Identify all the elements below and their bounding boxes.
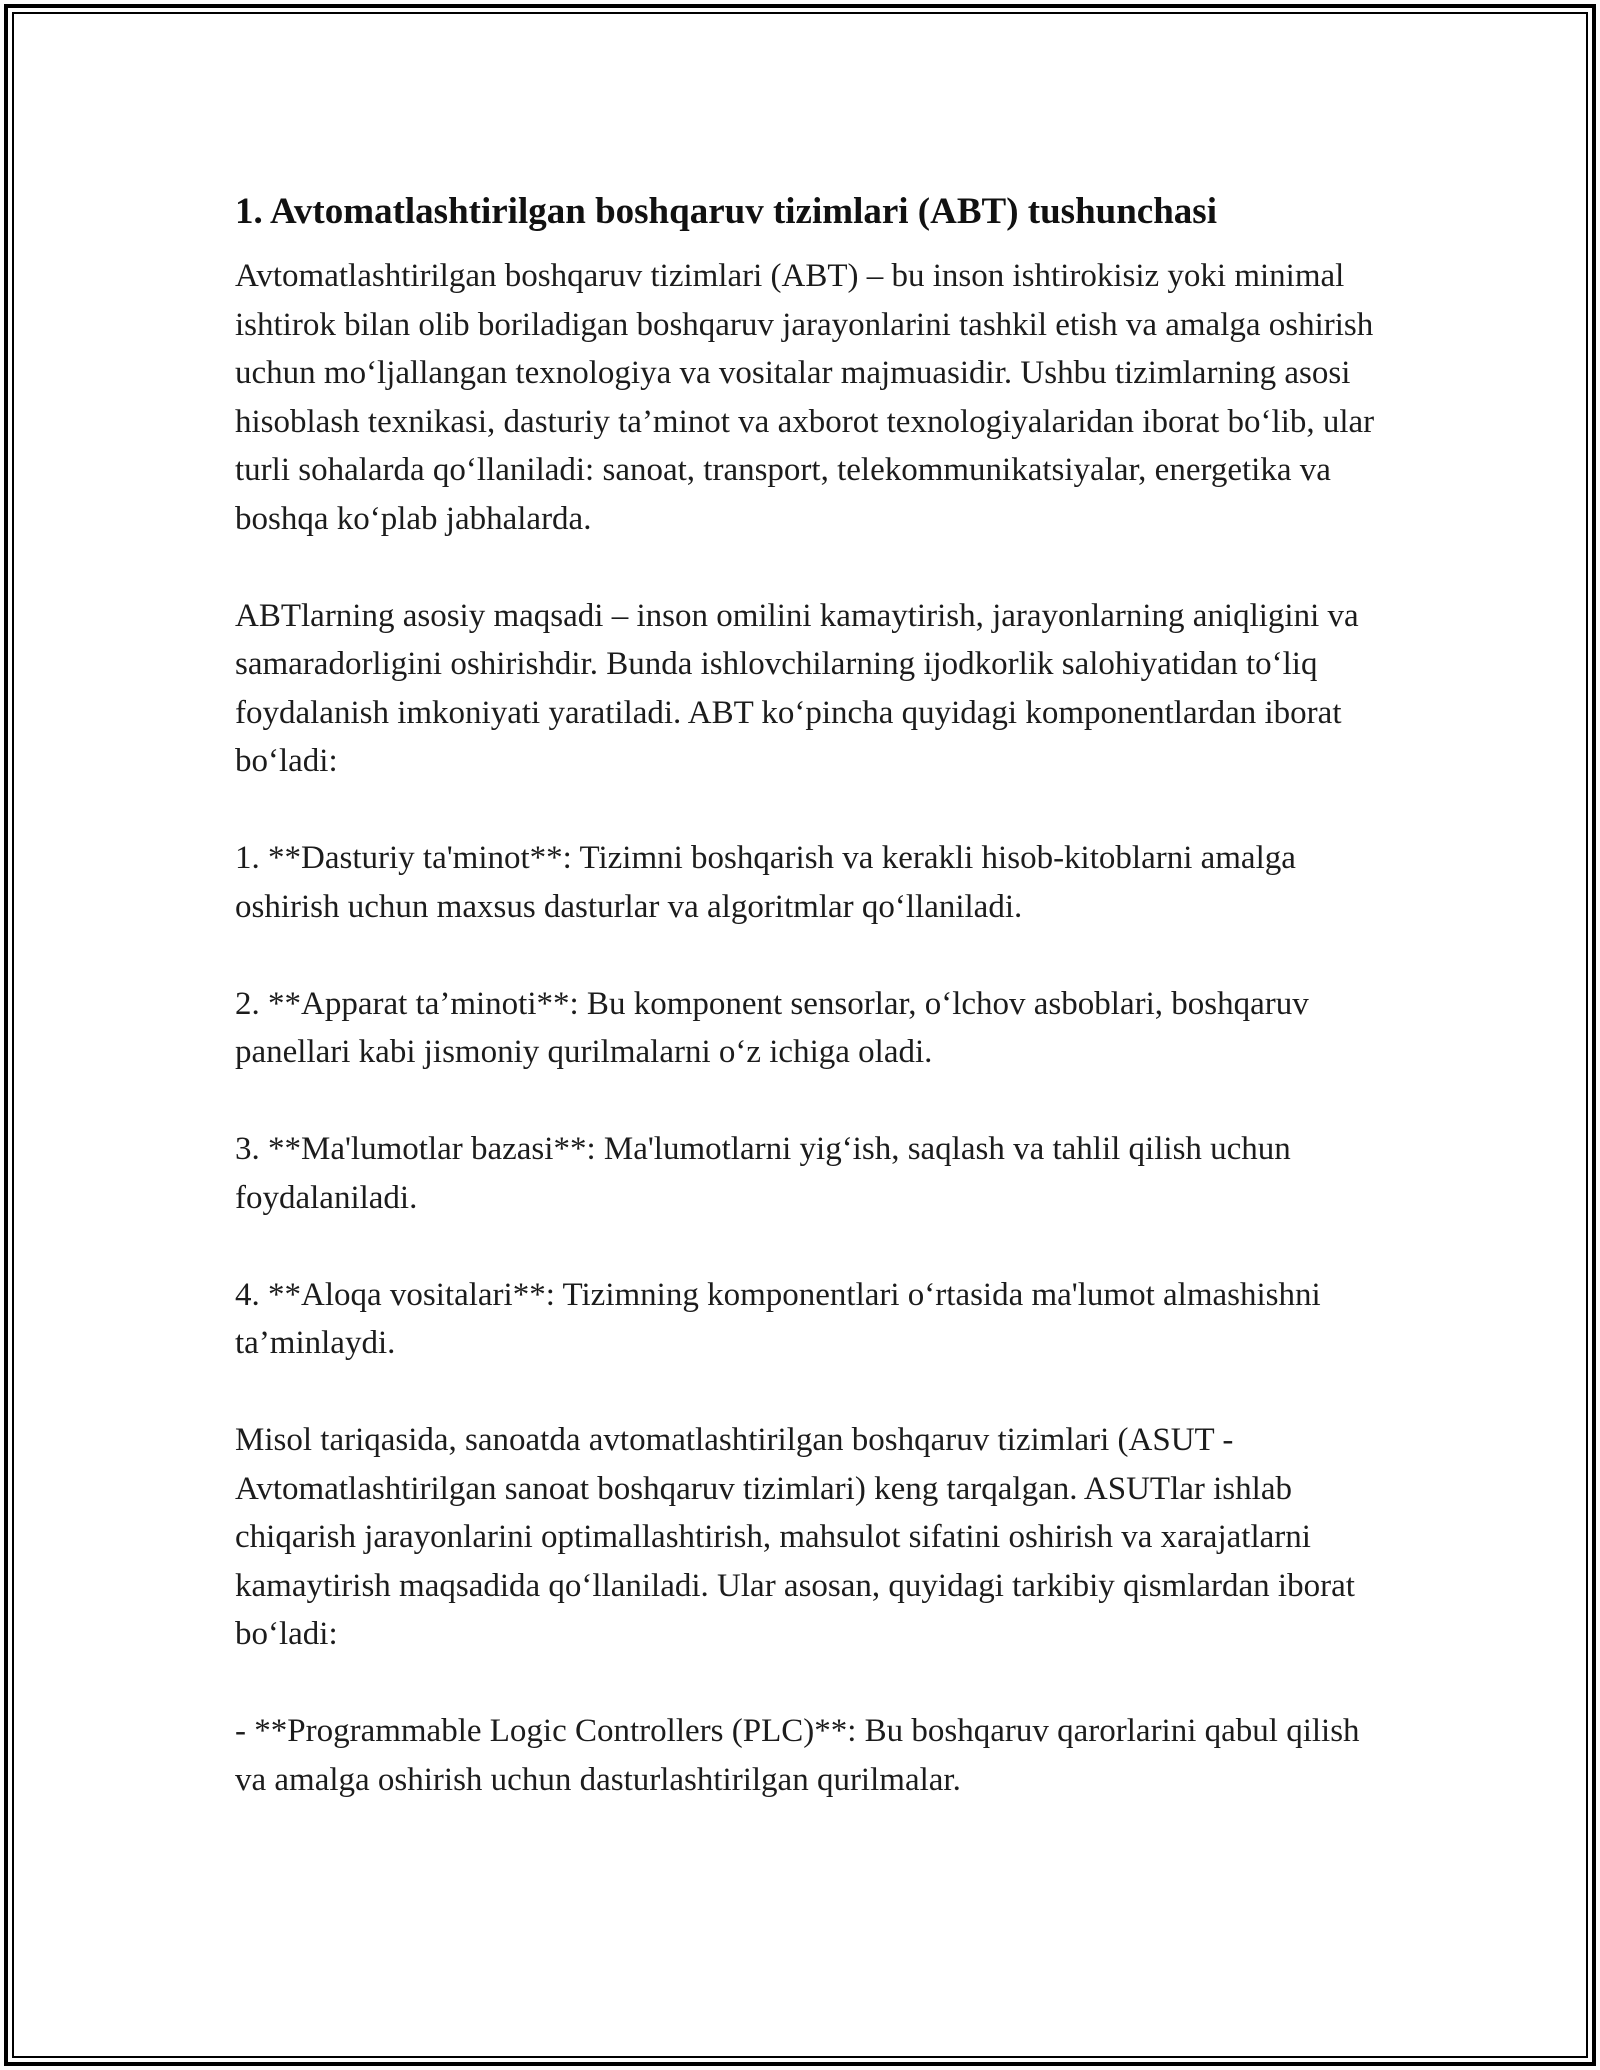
paragraph-intro: Avtomatlashtirilgan boshqaruv tizimlari (ABT) – bu inson ishtirokisiz yoki minimal ishtirok bilan olib boriladigan boshqaruv jarayonlarini tashkil etish va amalga oshirish uchun mo‘ljallangan texnologiya va vositalar majmuasidir. Ushbu tizimlarning asosi hisoblash texnikasi, dasturiy ta’minot va axborot texnologiyalaridan iborat bo‘lib, ular turli sohalarda qo‘llaniladi: sanoat, transport, telekommunikatsiyalar, energetika va boshqa ko‘plab jabhalarda. <box>235 258 1375 537</box>
list-item-database: 3. **Ma'lumotlar bazasi**: Ma'lumotlarni yig‘ish, saqlash va tahlil qilish uchun foydalaniladi. <box>235 1131 1291 1216</box>
list-item-software: 1. **Dasturiy ta'minot**: Tizimni boshqarish va kerakli hisob-kitoblarni amalga oshirish uchun maxsus dasturlar va algoritmlar qo‘llaniladi. <box>235 840 1296 925</box>
list-item-communication: 4. **Aloqa vositalari**: Tizimning komponentlari o‘rtasida ma'lumot almashishni ta’minlaydi. <box>235 1276 1321 1361</box>
section-heading: 1. Avtomatlashtirilgan boshqaruv tizimlari (ABT) tushunchasi <box>235 191 1217 232</box>
paragraph-example: Misol tariqasida, sanoatda avtomatlashtirilgan boshqaruv tizimlari (ASUT - Avtomatlashtirilgan sanoat boshqaruv tizimlari) keng tarqalgan. ASUTlar ishlab chiqarish jarayonlarini optimallashtirish, mahsulot sifatini oshirish va xarajatlarni kamaytirish maqsadida qo‘llaniladi. Ular asosan, quyidagi tarkibiy qismlardan iborat bo‘ladi: <box>235 1422 1355 1652</box>
list-item-plc: - **Programmable Logic Controllers (PLC)**: Bu boshqaruv qarorlarini qabul qilish va amalga oshirish uchun dasturlashtirilgan qurilmalar. <box>235 1713 1360 1798</box>
paragraph-purpose: ABTlarning asosiy maqsadi – inson omilini kamaytirish, jarayonlarning aniqligini va samaradorligini oshirishdir. Bunda ishlovchilarning ijodkorlik salohiyatidan to‘liq foydalanish imkoniyati yaratiladi. ABT ko‘pincha quyidagi komponentlardan iborat bo‘ladi: <box>235 597 1359 779</box>
document-body <box>235 188 1385 1853</box>
list-item-hardware: 2. **Apparat ta’minoti**: Bu komponent sensorlar, o‘lchov asboblari, boshqaruv panellari kabi jismoniy qurilmalarni o‘z ichiga oladi. <box>235 985 1309 1070</box>
